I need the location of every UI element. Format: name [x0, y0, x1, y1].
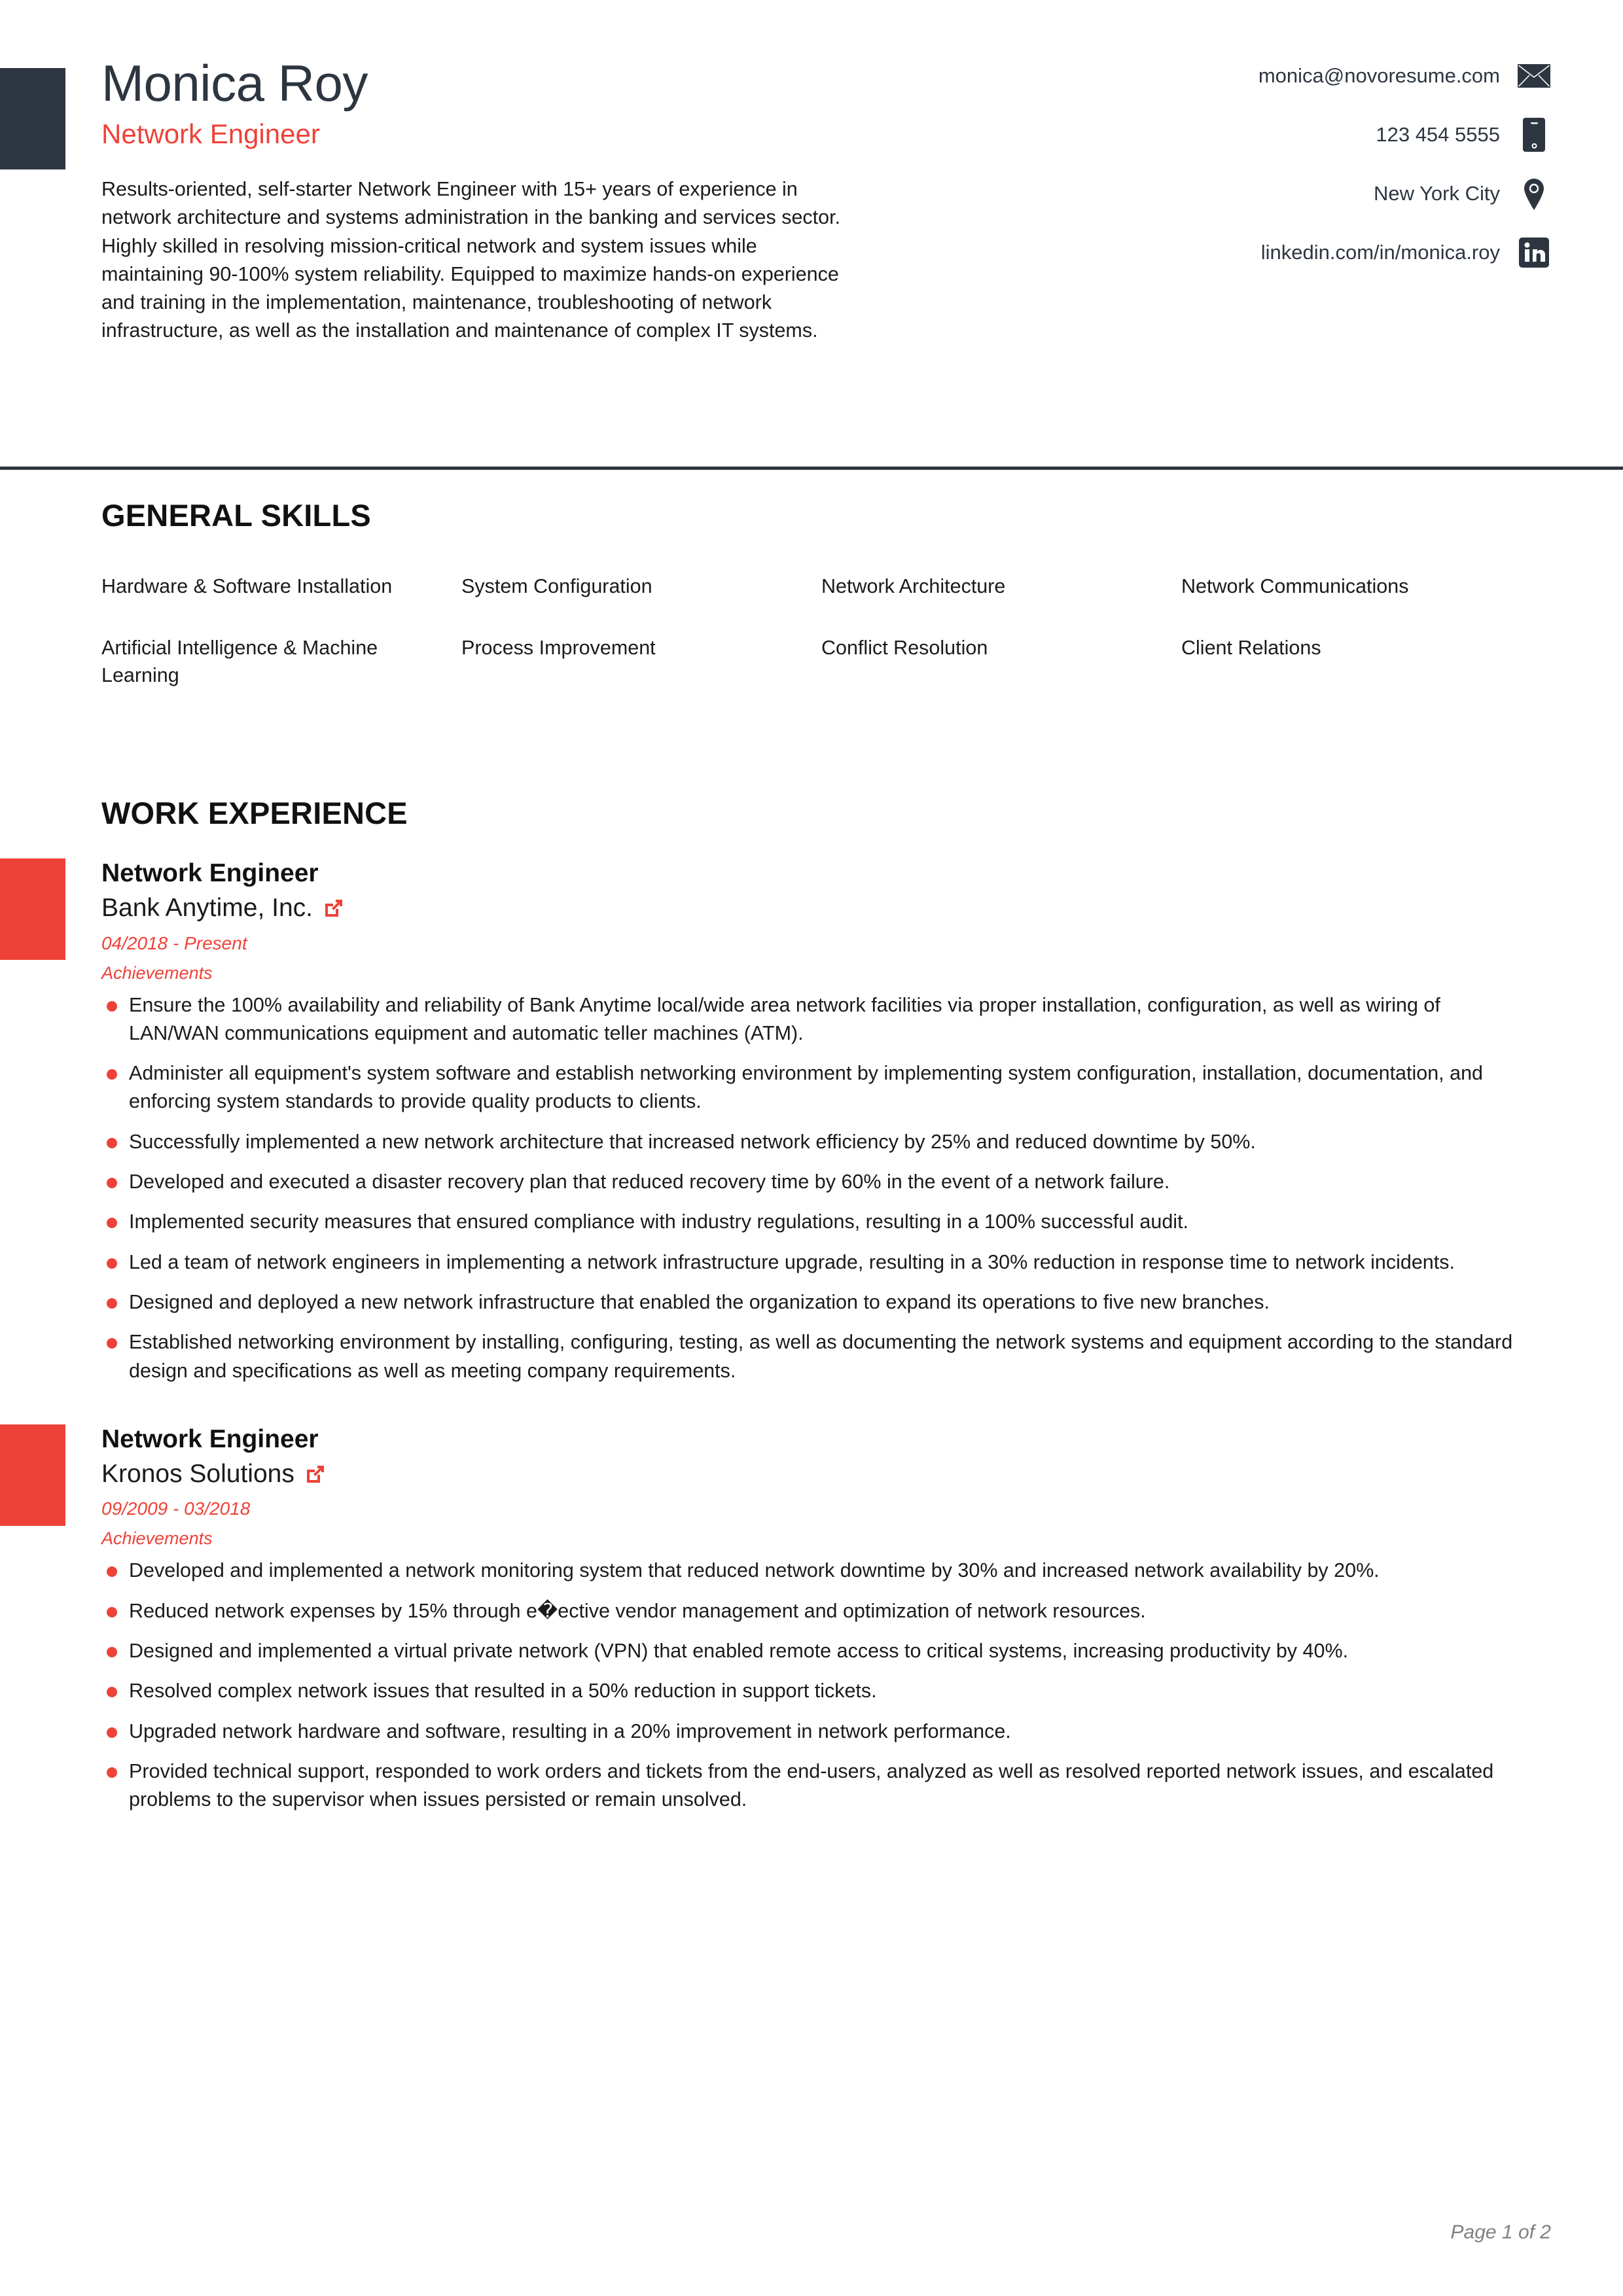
- bullet-dot-icon: [107, 1647, 117, 1657]
- skill-item: Process Improvement: [461, 637, 656, 660]
- skill-item: Conflict Resolution: [821, 637, 988, 660]
- general-skills-section: [101, 497, 1541, 689]
- list-item: [101, 991, 1528, 1048]
- list-item-text: Administer all equipment's system software and establish networking environment by implementing system configuration, installation, documentation, and enforcing system standards to provide quality products to clients.: [129, 1062, 1484, 1113]
- list-item: [101, 1757, 1528, 1814]
- list-item-text: Successfully implemented a new network architecture that increased network efficiency by 25% and reduced downtime by 50%.: [129, 1130, 1256, 1153]
- list-item: [101, 1328, 1528, 1385]
- entry-date-range: 09/2009 - 03/2018: [101, 1498, 251, 1519]
- skill-item: System Configuration: [461, 575, 652, 597]
- list-item-text: Designed and deployed a new network infrastructure that enabled the organization to expand its operations to five new branches.: [129, 1290, 1270, 1313]
- entry-company-line: [101, 893, 1528, 924]
- work-experience-section: [0, 795, 1623, 1814]
- list-item-text: Developed and executed a disaster recovery plan that reduced recovery time by 60% in the event of a network failure.: [129, 1171, 1170, 1193]
- entry-role-title: Network Engineer: [101, 859, 319, 887]
- list-item-text: Developed and implemented a network monitoring system that reduced network downtime by 30% and increased network availability by 20%.: [129, 1559, 1380, 1582]
- entry-achievements-label: Achievements: [101, 963, 213, 983]
- bullet-dot-icon: [107, 1727, 117, 1738]
- bullet-dot-icon: [107, 1338, 117, 1349]
- resume-header: [0, 0, 1623, 467]
- list-item-text: Led a team of network engineers in implementing a network infrastructure upgrade, resulting in a 30% reduction in response time to network incidents.: [129, 1250, 1455, 1273]
- bullet-dot-icon: [107, 1767, 117, 1778]
- header-dark-accent-block: [0, 68, 65, 169]
- contact-list: [1093, 59, 1551, 270]
- list-item: [101, 1677, 1528, 1705]
- contact-linkedin-text: linkedin.com/in/monica.roy: [1260, 241, 1500, 264]
- general-skills-grid: [101, 573, 1541, 689]
- list-item-text: Established networking environment by installing, configuring, testing, as well as documenting the network systems and equipment according to the standard design and specifications as well as meeting company requirements.: [129, 1331, 1513, 1382]
- entry-company-name: Kronos Solutions: [101, 1459, 294, 1488]
- list-item: [101, 1637, 1528, 1665]
- general-skills-heading: GENERAL SKILLS: [101, 498, 371, 533]
- skill-item: Hardware & Software Installation: [101, 575, 393, 597]
- list-item: [101, 1557, 1528, 1585]
- bullet-dot-icon: [107, 1298, 117, 1309]
- contact-item-phone[interactable]: [1093, 118, 1551, 152]
- work-experience-entry: [0, 858, 1623, 1385]
- header-job-title: Network Engineer: [101, 118, 320, 149]
- list-item-text: Upgraded network hardware and software, resulting in a 20% improvement in network performance.: [129, 1720, 1011, 1742]
- list-item: [101, 1059, 1528, 1116]
- entry-achievements-list: [101, 1557, 1528, 1814]
- page-title: Monica Roy: [101, 54, 368, 112]
- map-pin-icon: [1517, 177, 1551, 211]
- contact-email-text: monica@novoresume.com: [1258, 64, 1500, 87]
- bullet-dot-icon: [107, 1607, 117, 1617]
- list-item-text: Reduced network expenses by 15% through e�ective vendor management and optimization of network resources.: [129, 1599, 1146, 1622]
- external-link-icon[interactable]: [305, 1464, 326, 1485]
- skill-item: Client Relations: [1181, 637, 1321, 660]
- skill-item: Network Architecture: [821, 575, 1006, 597]
- entry-achievements-list: [101, 991, 1528, 1385]
- bullet-dot-icon: [107, 1138, 117, 1148]
- bullet-dot-icon: [107, 1218, 117, 1228]
- skill-item: Network Communications: [1181, 575, 1409, 597]
- contact-item-linkedin[interactable]: [1093, 236, 1551, 270]
- list-item: [101, 1248, 1528, 1277]
- contact-phone-text: 123 454 5555: [1376, 123, 1500, 146]
- list-item: [101, 1718, 1528, 1746]
- entry-company-name: Bank Anytime, Inc.: [101, 893, 313, 922]
- entry-red-accent-block: [0, 1424, 65, 1526]
- bullet-dot-icon: [107, 1069, 117, 1080]
- work-experience-heading: WORK EXPERIENCE: [101, 796, 408, 830]
- bullet-dot-icon: [107, 1687, 117, 1697]
- entry-achievements-label: Achievements: [101, 1528, 213, 1549]
- entry-date-range: 04/2018 - Present: [101, 932, 247, 953]
- entry-company-line: [101, 1459, 1528, 1490]
- contact-location-text: New York City: [1374, 182, 1500, 205]
- header-identity: [101, 54, 874, 345]
- work-experience-entry: [0, 1424, 1623, 1814]
- bullet-dot-icon: [107, 1258, 117, 1269]
- skill-item: Artificial Intelligence & Machine Learning: [101, 637, 378, 687]
- page-footer: Page 1 of 2: [1450, 2221, 1551, 2243]
- list-item: [101, 1597, 1528, 1625]
- header-divider: [0, 467, 1623, 470]
- list-item: [101, 1208, 1528, 1236]
- external-link-icon[interactable]: [323, 898, 344, 919]
- envelope-icon: [1517, 59, 1551, 93]
- contact-item-location[interactable]: [1093, 177, 1551, 211]
- list-item-text: Designed and implemented a virtual private network (VPN) that enabled remote access to critical systems, increasing productivity by 40%.: [129, 1640, 1349, 1663]
- linkedin-icon: [1517, 236, 1551, 270]
- entry-role-title: Network Engineer: [101, 1424, 319, 1453]
- bullet-dot-icon: [107, 1001, 117, 1012]
- list-item: [101, 1288, 1528, 1316]
- bullet-dot-icon: [107, 1566, 117, 1577]
- list-item-text: Implemented security measures that ensured compliance with industry regulations, resulting in a 100% successful audit.: [129, 1210, 1189, 1233]
- list-item: [101, 1128, 1528, 1156]
- list-item: [101, 1168, 1528, 1196]
- list-item-text: Ensure the 100% availability and reliability of Bank Anytime local/wide area network facilities via proper installation, configuration, as well as wiring of LAN/WAN communications equipment and automatic teller machines (ATM).: [129, 993, 1440, 1044]
- list-item-text: Resolved complex network issues that resulted in a 50% reduction in support tickets.: [129, 1680, 877, 1703]
- profile-summary: Results-oriented, self-starter Network Engineer with 15+ years of experience in network architecture and systems administration in the banking and services sector. Highly skilled in resolving mission-critical network and system issues while maintaining 90-100% system reliability. Equipped to maximize hands-on experience and training in the implementation, maintenance, troubleshooting of network infrastructure, as well as the installation and maintenance of complex IT systems.: [101, 178, 841, 342]
- list-item-text: Provided technical support, responded to work orders and tickets from the end-users, analyzed as well as resolved reported network issues, and escalated problems to the supervisor when issues persisted or remain unsolved.: [129, 1759, 1494, 1811]
- phone-icon: [1517, 118, 1551, 152]
- contact-item-email[interactable]: [1093, 59, 1551, 93]
- entry-red-accent-block: [0, 858, 65, 960]
- bullet-dot-icon: [107, 1178, 117, 1188]
